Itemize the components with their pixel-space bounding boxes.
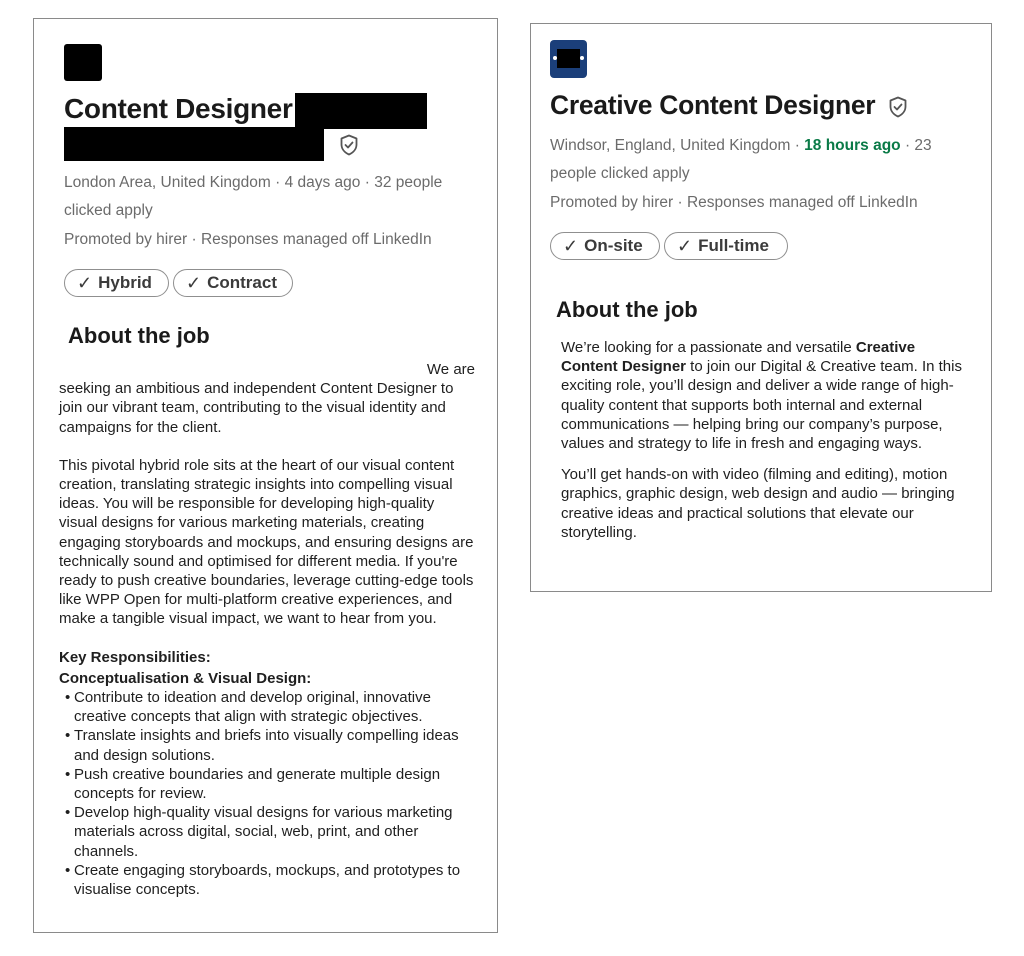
company-logo[interactable] <box>550 40 587 78</box>
job-meta <box>550 132 950 188</box>
p1-bold-title: Creative Content Designer <box>561 339 916 376</box>
posted-time: 18 hours ago <box>804 137 901 154</box>
tag-label: On-site <box>584 236 643 255</box>
job-card-content-designer <box>33 18 498 933</box>
role-paragraph: This pivotal hybrid role sits at the heart of our visual content creation, translating strategic insights into compelling visual ideas. You will be responsible for developing high-quality visual designs for various marketing materials, creating engaging storyboards and mockups, and ensuring designs are technically sound and optimised for different media. If you're ready to push creative boundaries, leverage cutting-edge tools like WPP Open for multi-platform creative experiences, and make a tangible visual impact, we want to hear from you. <box>59 456 474 628</box>
about-heading: About the job <box>556 297 698 322</box>
description-paragraph-2: You’ll get hands-on with video (filming and editing), motion graphics, graphic design, web design and audio — bringing creative ideas and practical solutions that elevate our storytelling. <box>561 466 955 541</box>
logo-dot <box>553 56 557 60</box>
job-card-creative-content-designer <box>530 23 992 592</box>
check-icon: ✓ <box>563 235 579 256</box>
job-meta: London Area, United Kingdom · 4 days ago · 32 people clicked apply <box>64 174 443 219</box>
conceptualisation-subheading: Conceptualisation & Visual Design: <box>59 669 312 687</box>
shield-check-icon <box>886 95 910 119</box>
logo-mark <box>557 49 580 68</box>
tag-on-site[interactable] <box>550 232 660 260</box>
redacted-title-part <box>295 93 427 129</box>
applicant-count: · 23 people clicked apply <box>550 137 932 182</box>
tag-hybrid[interactable] <box>64 269 169 297</box>
job-title: Content Designer <box>64 93 293 124</box>
tag-label: Contract <box>207 273 277 292</box>
check-icon: ✓ <box>77 272 93 293</box>
company-logo[interactable] <box>64 44 102 81</box>
about-heading: About the job <box>68 323 210 348</box>
tag-label: Hybrid <box>98 273 152 292</box>
redacted-title-line <box>64 127 324 161</box>
list-item: • Push creative boundaries and generate multiple design concepts for review. <box>59 765 475 803</box>
job-description <box>561 338 975 542</box>
logo-dot <box>580 56 584 60</box>
check-icon: ✓ <box>677 235 693 256</box>
tag-label: Full-time <box>698 236 769 255</box>
key-responsibilities-heading: Key Responsibilities: <box>59 648 211 666</box>
check-icon: ✓ <box>186 272 202 293</box>
promoted-text: Promoted by hirer · Responses managed off LinkedIn <box>550 194 918 211</box>
description-paragraph-1 <box>561 338 975 453</box>
intro-lead: We are <box>426 361 475 378</box>
tag-full-time[interactable] <box>664 232 788 260</box>
list-item: • Create engaging storyboards, mockups, and prototypes to visualise concepts. <box>59 861 475 899</box>
p1-text: to join our Digital & Creative team. In this exciting role, you’ll design and deliver a wide range of high-quality content that supports both internal and external communications — helping bring our company’s purpose, values and strategy to life in fresh and engaging ways. <box>561 358 962 453</box>
job-description <box>59 360 475 899</box>
tag-contract[interactable] <box>173 269 293 297</box>
shield-check-icon <box>337 133 361 157</box>
list-item: • Develop high-quality visual designs for various marketing materials across digital, social, web, print, and other channels. <box>59 803 475 861</box>
list-item: • Translate insights and briefs into visually compelling ideas and design solutions. <box>59 726 475 764</box>
job-title: Creative Content Designer <box>550 90 876 120</box>
promoted-text: Promoted by hirer · Responses managed off LinkedIn <box>64 231 432 248</box>
intro-text: seeking an ambitious and independent Content Designer to join our vibrant team, contributing to the visual identity and campaigns for the client. <box>59 380 454 436</box>
list-item: • Contribute to ideation and develop original, innovative creative concepts that align with strategic objectives. <box>59 688 475 726</box>
responsibilities-list <box>59 688 475 899</box>
job-location: Windsor, England, United Kingdom · <box>550 137 805 154</box>
p1-text: We’re looking for a passionate and versatile <box>561 339 856 356</box>
